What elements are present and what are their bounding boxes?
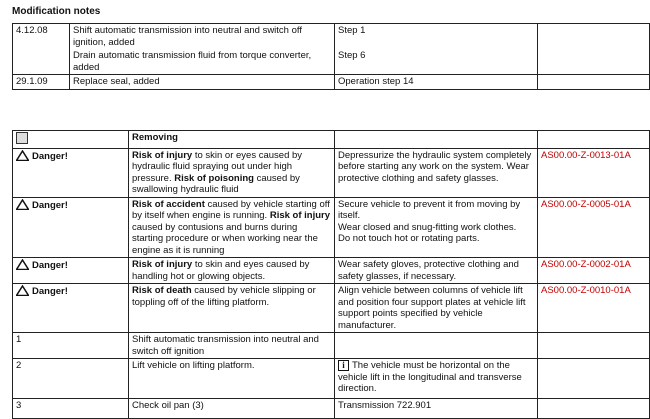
warning-triangle-icon bbox=[16, 199, 29, 214]
danger-row bbox=[13, 284, 650, 333]
risk-text: Risk of death caused by vehicle slipping or toppling off of the lifting platform. bbox=[129, 284, 335, 333]
risk-text: Risk of injury to skin or eyes caused by hydraulic fluid spraying out under high pressure. Risk of poisoning caused by swallowing hydraulic fluid bbox=[129, 148, 335, 197]
danger-label: Danger! bbox=[32, 260, 68, 271]
warning-triangle-icon bbox=[16, 259, 29, 274]
date-cell: 4.12.08 bbox=[13, 24, 70, 75]
risk-text: Risk of accident caused by vehicle starting off by itself when engine is running. Risk of injury caused by contusions and burns during starting procedure or when working near the engine as it is running bbox=[129, 197, 335, 258]
step-note: The vehicle must be horizontal on the vehicle lift in the longitudinal and transverse direction. bbox=[338, 360, 522, 394]
step-row bbox=[13, 333, 650, 359]
danger-label: Danger! bbox=[32, 286, 68, 297]
document-code-link[interactable]: AS00.00-Z-0002-01A bbox=[538, 258, 650, 284]
note-ref: Step 6 bbox=[335, 49, 538, 75]
table-row bbox=[13, 75, 650, 90]
step-note bbox=[335, 333, 538, 359]
modification-notes-table bbox=[12, 23, 650, 90]
date-cell: 29.1.09 bbox=[13, 75, 70, 90]
measure-text: Align vehicle between columns of vehicle lift and position four support plates at vehicle lift support points specified by vehicle manufacturer. bbox=[335, 284, 538, 333]
note-text: Drain automatic transmission fluid from torque converter, added bbox=[70, 49, 335, 75]
step-number: 2 bbox=[13, 359, 129, 399]
note-text: Replace seal, added bbox=[70, 75, 335, 90]
warning-triangle-icon bbox=[16, 150, 29, 165]
info-icon: i bbox=[338, 360, 349, 371]
step-row bbox=[13, 359, 650, 399]
note-text: Shift automatic transmission into neutral and switch off ignition, added bbox=[70, 24, 335, 50]
danger-row bbox=[13, 258, 650, 284]
note-ref: Step 1 bbox=[335, 24, 538, 50]
step-action: Lift vehicle on lifting platform. bbox=[129, 359, 335, 399]
danger-label: Danger! bbox=[32, 199, 68, 211]
warning-triangle-icon bbox=[16, 285, 29, 300]
step-note: Transmission 722.901 bbox=[335, 399, 538, 419]
procedure-table bbox=[12, 130, 650, 419]
step-action: Check oil pan (3) bbox=[129, 399, 335, 419]
modification-notes-title: Modification notes bbox=[12, 6, 101, 17]
measure-text: Wear safety gloves, protective clothing and safety glasses, if necessary. bbox=[335, 258, 538, 284]
table-row bbox=[13, 24, 650, 50]
step-action: Shift automatic transmission into neutral and switch off ignition bbox=[129, 333, 335, 359]
step-row bbox=[13, 399, 650, 419]
step-number: 1 bbox=[13, 333, 129, 359]
step-number: 3 bbox=[13, 399, 129, 419]
measure-text: Depressurize the hydraulic system completely before starting any work on the system. Wear protective clothing and safety glasses. bbox=[335, 148, 538, 197]
danger-row bbox=[13, 197, 650, 258]
risk-text: Risk of injury to skin and eyes caused by handling hot or glowing objects. bbox=[129, 258, 335, 284]
danger-label: Danger! bbox=[32, 150, 68, 162]
section-title: Removing bbox=[129, 131, 335, 149]
document-code-link[interactable]: AS00.00-Z-0010-01A bbox=[538, 284, 650, 333]
expand-icon[interactable] bbox=[16, 132, 28, 144]
document-code-link[interactable]: AS00.00-Z-0013-01A bbox=[538, 148, 650, 197]
header-row bbox=[13, 131, 650, 149]
measure-text: Secure vehicle to prevent it from moving by itself. Wear closed and snug-fitting work clothes. Do not touch hot or rotating parts. bbox=[335, 197, 538, 258]
note-ref: Operation step 14 bbox=[335, 75, 538, 90]
danger-row bbox=[13, 148, 650, 197]
document-code-link[interactable]: AS00.00-Z-0005-01A bbox=[538, 197, 650, 258]
